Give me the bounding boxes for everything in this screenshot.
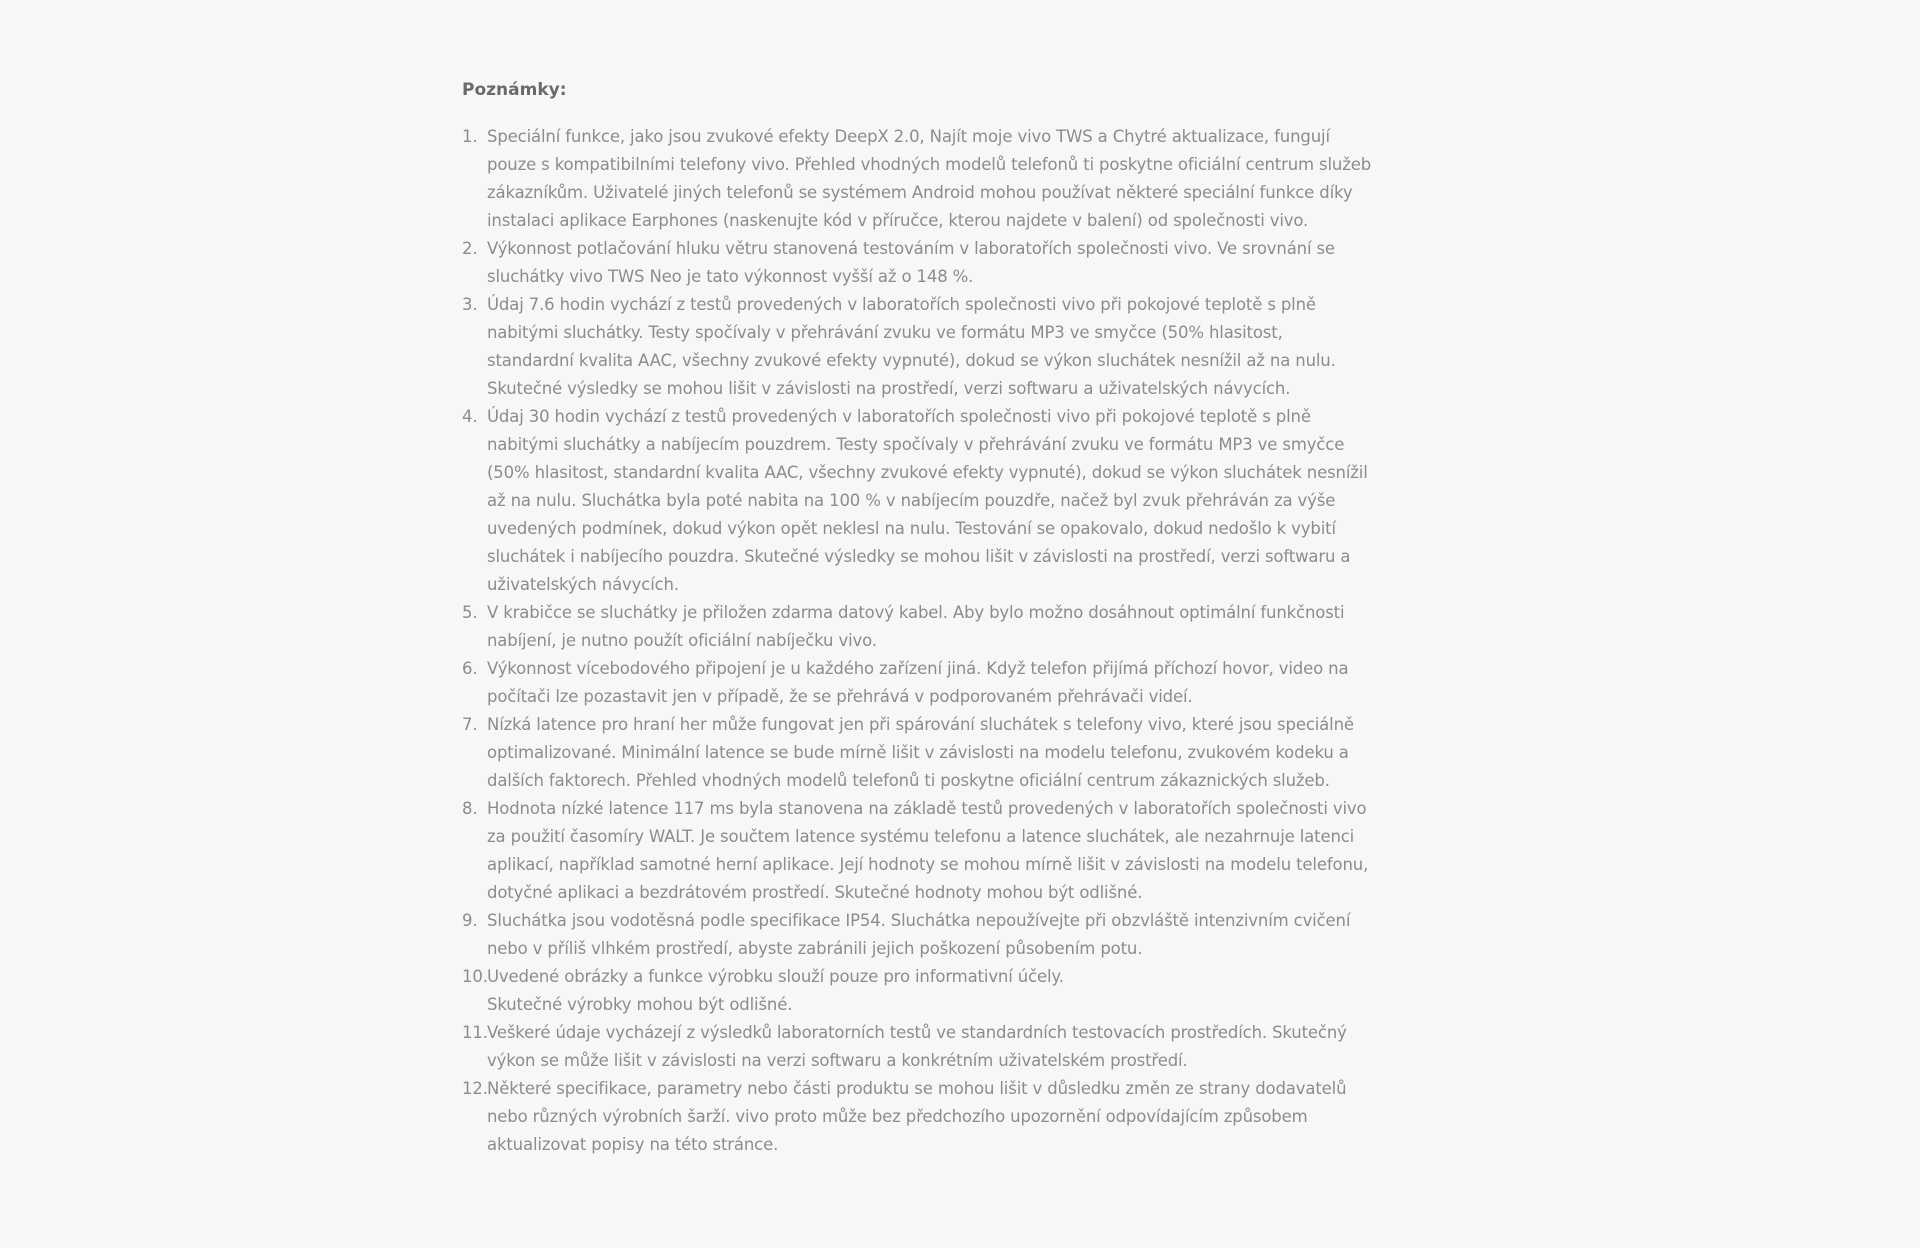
note-number: 3. [462,295,478,314]
note-number: 1. [462,127,478,146]
note-number: 4. [462,407,478,426]
note-text: Sluchátka jsou vodotěsná podle specifikace IP54. Sluchátka nepoužívejte při obzvláště intenzivním cvičení nebo v příliš vlhkém prostředí, abyste zabránili jejich poškození působením potu. [487,911,1351,958]
note-text: Výkonnost vícebodového připojení je u každého zařízení jiná. Když telefon přijímá příchozí hovor, video na počítači lze pozastavit jen v případě, že se přehrává v podporovaném přehrávači videí. [487,659,1349,706]
note-number: 5. [462,603,478,622]
note-number: 7. [462,715,478,734]
note-text: V krabičce se sluchátky je přiložen zdarma datový kabel. Aby bylo možno dosáhnout optimální funkčnosti nabíjení, je nutno použít oficiální nabíječku vivo. [487,603,1345,650]
note-item-11 [462,1019,1412,1075]
note-item-9 [462,907,1412,963]
note-number: 6. [462,659,478,678]
note-text: Některé specifikace, parametry nebo části produktu se mohou lišit v důsledku změn ze strany dodavatelů nebo různých výrobních šarží. vivo proto může bez předchozího upozornění odpovídajícím způsobem aktualizovat popisy na této stránce. [487,1079,1347,1154]
note-text: Údaj 30 hodin vychází z testů provedených v laboratořích společnosti vivo při pokojové teplotě s plně nabitými sluchátky a nabíjecím pouzdrem. Testy spočívaly v přehrávání zvuku ve formátu MP3 ve smyčce (50% hlasitost, standardní kvalita AAC, všechny zvukové efekty vypnuté), dokud se výkon sluchátek nesnížil až na nulu. Sluchátka byla poté nabita na 100 % v nabíjecím pouzdře, načež byl zvuk přehráván za výše uvedených podmínek, dokud výkon opět neklesl na nulu. Testování se opakovalo, dokud nedošlo k vybití sluchátek i nabíjecího pouzdra. Skutečné výsledky se mohou lišit v závislosti na prostředí, verzi softwaru a uživatelských návycích. [487,407,1368,594]
note-number: 2. [462,239,478,258]
note-text: Údaj 7.6 hodin vychází z testů provedených v laboratořích společnosti vivo při pokojové teplotě s plně nabitými sluchátky. Testy spočívaly v přehrávání zvuku ve formátu MP3 ve smyčce (50% hlasitost, standardní kvalita AAC, všechny zvukové efekty vypnuté), dokud se výkon sluchátek nesnížil až na nulu. Skutečné výsledky se mohou lišit v závislosti na prostředí, verzi softwaru a uživatelských návycích. [487,295,1336,398]
note-number: 11. [462,1023,488,1042]
note-item-6 [462,655,1412,711]
notes-section [462,76,1412,1159]
note-item-2 [462,235,1412,291]
note-text: Veškeré údaje vycházejí z výsledků laboratorních testů ve standardních testovacích prostředích. Skutečný výkon se může lišit v závislosti na verzi softwaru a konkrétním uživatelském prostředí. [487,1023,1347,1070]
note-item-7 [462,711,1412,795]
notes-list [462,123,1412,1159]
note-text: Výkonnost potlačování hluku větru stanovená testováním v laboratořích společnosti vivo. Ve srovnání se sluchátky vivo TWS Neo je tato výkonnost vyšší až o 148 %. [487,239,1335,286]
note-number: 8. [462,799,478,818]
note-item-3 [462,291,1412,403]
note-item-1 [462,123,1412,235]
note-text: Speciální funkce, jako jsou zvukové efekty DeepX 2.0, Najít moje vivo TWS a Chytré aktualizace, fungují pouze s kompatibilními telefony vivo. Přehled vhodných modelů telefonů ti poskytne oficiální centrum služeb zákazníkům. Uživatelé jiných telefonů se systémem Android mohou používat některé speciální funkce díky instalaci aplikace Earphones (naskenujte kód v příručce, kterou najdete v balení) od společnosti vivo. [487,127,1372,230]
note-item-4 [462,403,1412,599]
note-number: 9. [462,911,478,930]
note-item-8 [462,795,1412,907]
note-item-10 [462,963,1412,1019]
note-item-5 [462,599,1412,655]
note-text: Nízká latence pro hraní her může fungovat jen při spárování sluchátek s telefony vivo, které jsou speciálně optimalizované. Minimální latence se bude mírně lišit v závislosti na modelu telefonu, zvukovém kodeku a dalších faktorech. Přehled vhodných modelů telefonů ti poskytne oficiální centrum zákaznických služeb. [487,715,1354,790]
notes-title: Poznámky: [462,80,567,100]
note-number: 12. [462,1079,488,1098]
note-text: Uvedené obrázky a funkce výrobku slouží pouze pro informativní účely. Skutečné výrobky mohou být odlišné. [487,967,1064,1014]
note-text: Hodnota nízké latence 117 ms byla stanovena na základě testů provedených v laboratořích společnosti vivo za použití časomíry WALT. Je součtem latence systému telefonu a latence sluchátek, ale nezahrnuje latenci aplikací, například samotné herní aplikace. Její hodnoty se mohou mírně lišit v závislosti na modelu telefonu, dotyčné aplikaci a bezdrátovém prostředí. Skutečné hodnoty mohou být odlišné. [487,799,1369,902]
note-number: 10. [462,967,488,986]
note-item-12 [462,1075,1412,1159]
